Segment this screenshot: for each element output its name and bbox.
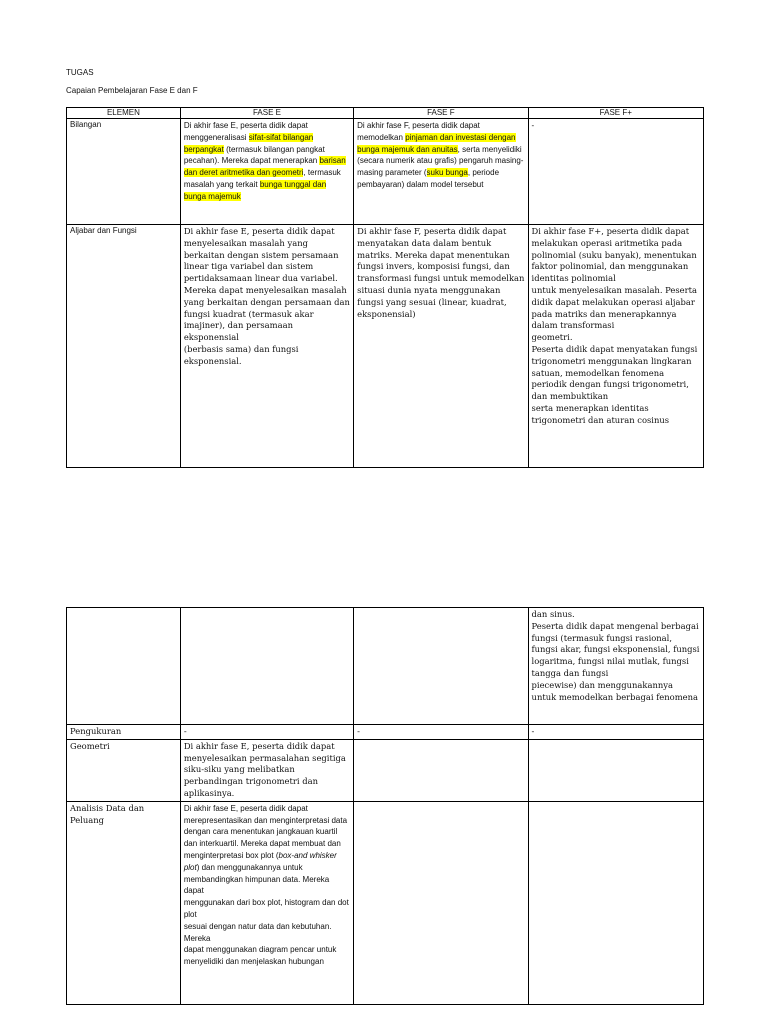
- aljabar-fase-f-plus-continued-cell: dan sinus. Peserta didik dapat mengenal berbagai fungsi (termasuk fungsi rasional, fungsi akar, fungsi eksponensial, fungsi logaritma, fungsi nilai mutlak, fungsi tangga dan fungsi piecewise) dan menggunakannya untuk memodelkan berbagai fenomena: [528, 608, 703, 725]
- text-segment: ) dan menggunakannya untuk membandingkan himpunan data. Mereka dapat menggunakan dari box plot, histogram dan dot plot sesuai dengan natur data dan kebutuhan. Mereka dapat menggunakan diagram pencar untuk menyelidiki dan menjelaskan hubungan: [183, 862, 349, 967]
- empty-cell: [354, 608, 528, 725]
- bilangan-fase-e-cell: [180, 119, 353, 225]
- empty-cell: [354, 739, 528, 801]
- header-fase-f-plus: FASE F+: [528, 108, 703, 119]
- element-label-aljabar: Aljabar dan Fungsi: [67, 225, 181, 468]
- text-segment: (termasuk bilangan pangkat pecahan). Mereka dapat menerapkan: [183, 144, 325, 166]
- row-aljabar-continued: [67, 608, 704, 725]
- text-segment: Di akhir fase E, peserta didik dapat menggeneralisasi: [183, 121, 308, 142]
- pengukuran-fase-e-cell: -: [180, 725, 353, 740]
- table-header-row: [67, 108, 704, 119]
- header-fase-f: FASE F: [354, 108, 528, 119]
- row-analisis-data-dan-peluang: [67, 801, 704, 1004]
- document-subtitle: Capaian Pembelajaran Fase E dan F: [66, 86, 198, 95]
- row-aljabar-dan-fungsi: [67, 225, 704, 468]
- pengukuran-fase-f-plus-cell: -: [528, 725, 703, 740]
- text-segment: Di akhir fase E, peserta didik dapat merepresentasikan dan menginterpretasi data dengan cara menentukan jangkauan kuartil dan interkuartil. Mereka dapat membuat dan menginterpretasi box plot (: [183, 803, 348, 860]
- empty-cell: [180, 608, 353, 725]
- bilangan-fase-f-plus-cell: -: [528, 119, 703, 225]
- empty-cell: [67, 608, 181, 725]
- header-fase-e: FASE E: [180, 108, 353, 119]
- bilangan-fase-f-cell: [354, 119, 528, 225]
- text-segment: , serta menyelidiki (secara numerik atau grafis) pengaruh masing-masing parameter (: [357, 144, 524, 178]
- aljabar-fase-e-cell: Di akhir fase E, peserta didik dapat menyelesaikan masalah yang berkaitan dengan sistem persamaan linear tiga variabel dan sistem pertidaksamaan linear dua variabel. Mereka dapat menyelesaikan masalah yang berkaitan dengan persamaan dan fungsi kuadrat (termasuk akar imajiner), dan persamaan eksponensial (berbasis sama) dan fungsi eksponensial.: [180, 225, 353, 468]
- text-segment: , termasuk masalah yang terkait: [183, 168, 341, 189]
- row-pengukuran: [67, 725, 704, 740]
- element-label-bilangan: Bilangan: [67, 119, 181, 225]
- highlighted-text: sifat-sifat bilangan berpangkat: [183, 132, 314, 154]
- empty-cell: [528, 801, 703, 1004]
- element-label-analisis-data: Analisis Data dan Peluang: [67, 801, 181, 1004]
- text-segment: , periode pembayaran) dalam model tersebut: [357, 168, 500, 189]
- geometri-fase-e-cell: Di akhir fase E, peserta didik dapat menyelesaikan permasalahan segitiga siku-siku yang melibatkan perbandingan trigonometri dan aplikasinya.: [180, 739, 353, 801]
- row-bilangan: [67, 119, 704, 225]
- element-label-geometri: Geometri: [67, 739, 181, 801]
- learning-outcomes-table-continued: [66, 607, 704, 1005]
- document-title: TUGAS: [66, 68, 94, 77]
- highlighted-text: pinjaman dan investasi dengan bunga majemuk dan anuitas: [357, 132, 516, 154]
- analisis-fase-e-cell: [180, 801, 353, 1004]
- italic-text: box-and whisker plot: [183, 850, 337, 872]
- aljabar-fase-f-plus-cell: Di akhir fase F+, peserta didik dapat melakukan operasi aritmetika pada polinomial (suku banyak), menentukan faktor polinomial, dan menggunakan identitas polinomial untuk menyelesaikan masalah. Peserta didik dapat melakukan operasi aljabar pada matriks dan menerapkannya dalam transformasi geometri. Peserta didik dapat menyatakan fungsi trigonometri menggunakan lingkaran satuan, memodelkan fenomena periodik dengan fungsi trigonometri, dan membuktikan serta menerapkan identitas trigonometri dan aturan cosinus: [528, 225, 703, 468]
- pengukuran-fase-f-cell: -: [354, 725, 528, 740]
- empty-cell: [354, 801, 528, 1004]
- highlighted-text: barisan dan deret aritmetika dan geometri: [183, 156, 346, 178]
- row-geometri: [67, 739, 704, 801]
- element-label-pengukuran: Pengukuran: [67, 725, 181, 740]
- empty-cell: [528, 739, 703, 801]
- text-segment: Di akhir fase F, peserta didik dapat memodelkan: [357, 121, 480, 142]
- highlighted-text: suku bunga: [426, 168, 468, 178]
- learning-outcomes-table: [66, 107, 704, 468]
- aljabar-fase-f-cell: Di akhir fase F, peserta didik dapat menyatakan data dalam bentuk matriks. Mereka dapat menentukan fungsi invers, komposisi fungsi, dan transformasi fungsi untuk memodelkan situasi dunia nyata menggunakan fungsi yang sesuai (linear, kuadrat, eksponensial): [354, 225, 528, 468]
- highlighted-text: bunga tunggal dan bunga majemuk: [183, 179, 327, 201]
- header-elemen: ELEMEN: [67, 108, 181, 119]
